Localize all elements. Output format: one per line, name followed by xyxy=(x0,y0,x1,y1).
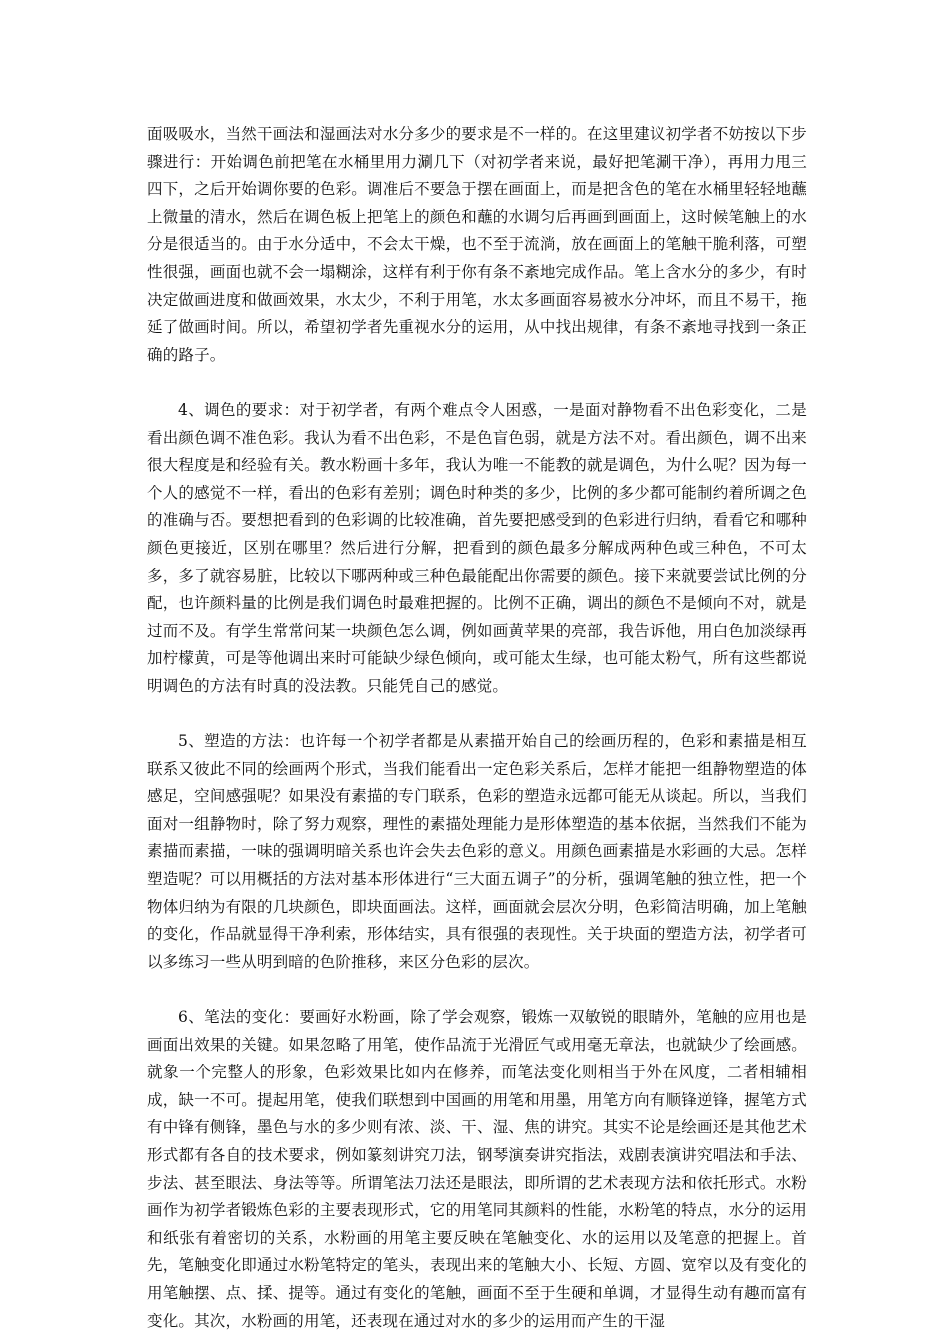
paragraph-water-usage: 面吸吸水，当然干画法和湿画法对水分多少的要求是不一样的。在这里建议初学者不妨按以下步骤进行：开始调色前把笔在水桶里用力涮几下（对初学者来说，最好把笔涮干净），再用力甩三四下，之后开始调你要的色彩。调准后不要急于摆在画面上，而是把含色的笔在水桶里轻轻地蘸上微量的清水，然后在调色板上把笔上的颜色和蘸的水调匀后再画到画面上，这时候笔触上的水分是很适当的。由于水分适中，不会太干燥，也不至于流淌，放在画面上的笔触干脆利落，可塑性很强，画面也就不会一塌糊涂，这样有利于你有条不紊地完成作品。笔上含水分的多少，有时决定做画进度和做画效果，水太少，不利于用笔，水太多画面容易被水分冲坏，而且不易干，拖延了做画时间。所以，希望初学者先重视水分的运用，从中找出规律，有条不紊地寻找到一条正确的路子。 xyxy=(147,125,807,364)
paragraph-brushwork: 6、笔法的变化：要画好水粉画，除了学会观察，锻炼一双敏锐的眼睛外，笔触的应用也是画面出效果的关键。如果忽略了用笔，使作品流于光滑匠气或用毫无章法，也就缺少了绘画感。就象一个完整人的形象，色彩效果比如内在修养，而笔法变化则相当于外在风度，二者相辅相成，缺一不可。提起用笔，使我们联想到中国画的用笔和用墨，用笔方向有顺锋逆锋，握笔方式有中锋有侧锋，墨色与水的多少则有浓、淡、干、湿、焦的讲究。其实不论是绘画还是其他艺术形式都有各自的技术要求，例如篆刻讲究刀法，钢琴演奏讲究指法，戏剧表演讲究唱法和手法、步法、甚至眼法、身法等等。所谓笔法刀法还是眼法，即所谓的艺术表现方法和依托形式。水粉画作为初学者锻炼色彩的主要表现形式，它的用笔同其颜料的性能，水粉笔的特点，水分的运用和纸张有着密切的关系，水粉画的用笔主要反映在笔触变化、水的运用以及笔意的把握上。首先，笔触变化即通过水粉笔特定的笔头，表现出来的笔触大小、长短、方圆、宽窄以及有变化的用笔触摆、点、揉、提等。通过有变化的笔触，画面不至于生硬和单调，才显得生动有趣而富有变化。其次，水粉画的用笔，还表现在通过对水的多少的运用而产生的干湿 xyxy=(147,1008,807,1330)
paragraph-color-mixing: 4、调色的要求：对于初学者，有两个难点令人困惑，一是面对静物看不出色彩变化，二是看出颜色调不准色彩。我认为看不出色彩，不是色盲色弱，就是方法不对。看出颜色，调不出来很大程度是和经验有关。教水粉画十多年，我认为唯一不能教的就是调色，为什么呢？因为每一个人的感觉不一样，看出的色彩有差别；调色时种类的多少，比例的多少都可能制约着所调之色的准确与否。要想把看到的色彩调的比较准确，首先要把感受到的色彩进行归纳，看看它和哪种颜色更接近，区别在哪里？然后进行分解，把看到的颜色最多分解成两种色或三种色，不可太多，多了就容易脏，比较以下哪两种或三种色最能配出你需要的颜色。接下来就要尝试比例的分配，也许颜料量的比例是我们调色时最难把握的。比例不正确，调出的颜色不是倾向不对，就是过而不及。有学生常常问某一块颜色怎么调，例如画黄苹果的亮部，我告诉他，用白色加淡绿再加柠檬黄，可是等他调出来时可能缺少绿色倾向，或可能太生绿，也可能太粉气，所有这些都说明调色的方法有时真的没法教。只能凭自己的感觉。 xyxy=(147,400,807,695)
paragraph-modeling-method: 5、塑造的方法：也许每一个初学者都是从素描开始自己的绘画历程的，色彩和素描是相互联系又彼此不同的绘画两个形式，当我们能看出一定色彩关系后，怎样才能把一组静物塑造的体感足，空间感强呢？如果没有素描的专门联系，色彩的塑造永远都可能无从谈起。所以，当我们面对一组静物时，除了努力观察，理性的素描处理能力是形体塑造的基本依据，当然我们不能为素描而素描，一味的强调明暗关系也许会失去色彩的意义。用颜色画素描是水彩画的大忌。怎样塑造呢？可以用概括的方法对基本形体进行“三大面五调子”的分析，强调笔触的独立性，把一个物体归纳为有限的几块颜色，即块面画法。这样，画面就会层次分明，色彩简洁明确，加上笔触的变化，作品就显得干净利索，形体结实，具有很强的表现性。关于块面的塑造方法，初学者可以多练习一些从明到暗的色阶推移，来区分色彩的层次。 xyxy=(147,732,807,971)
document-body xyxy=(147,121,807,1335)
